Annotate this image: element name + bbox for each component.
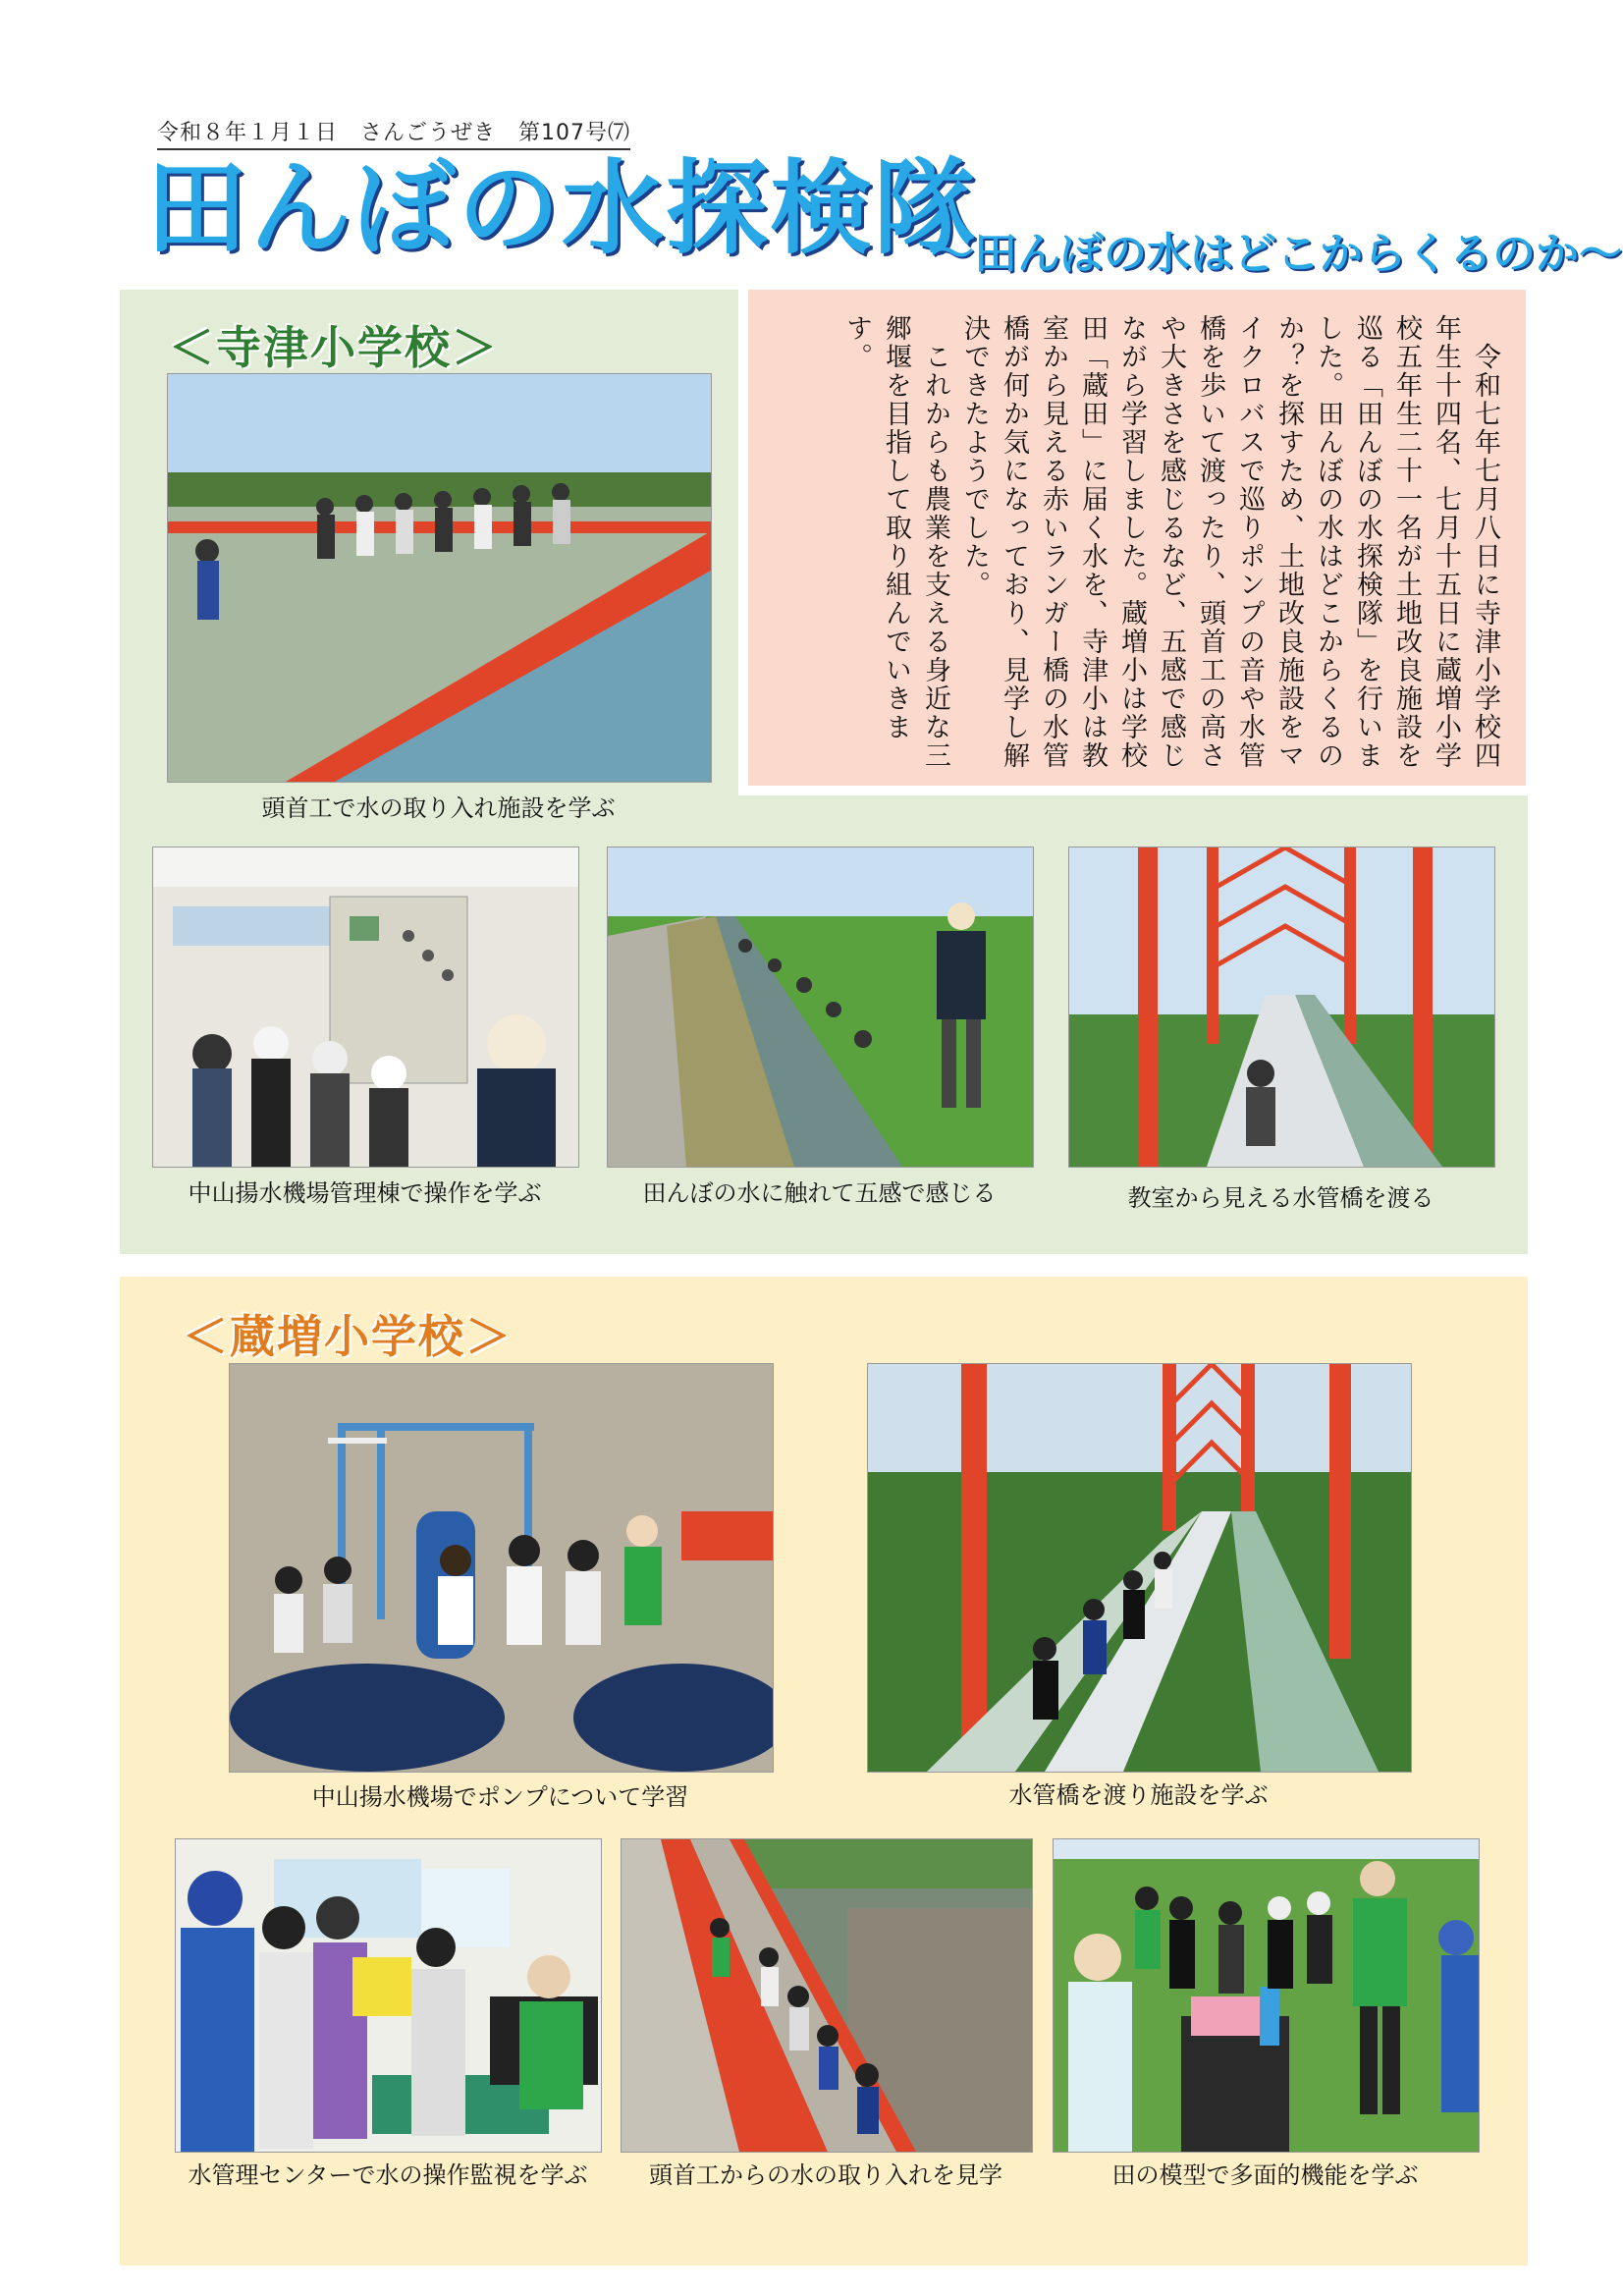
issue-line: 令和８年１月１日 さんごうぜき 第107号⑺ — [157, 116, 630, 150]
photo-pump-station — [229, 1363, 774, 1773]
kuramasu-heading: ＜蔵増小学校＞ — [183, 1310, 513, 1363]
caption-pump-station: 中山揚水機場でポンプについて学習 — [311, 1783, 689, 1811]
caption-canal-touch: 田んぼの水に触れて五感で感じる — [642, 1179, 997, 1207]
page-subtitle: ～田んぼの水はどこからくるのか～ — [931, 229, 1622, 279]
terazu-heading: ＜寺津小学校＞ — [169, 321, 499, 374]
caption-headworks-bridge: 頭首工で水の取り入れ施設を学ぶ — [261, 794, 616, 822]
page-title: 田んぼの水探検隊 — [145, 148, 979, 268]
caption-control-room: 中山揚水機場管理棟で操作を学ぶ — [188, 1179, 542, 1207]
photo-control-room — [152, 847, 579, 1168]
photo-canal-touch — [607, 847, 1034, 1168]
photo-aqueduct-bridge-terazu — [1068, 847, 1495, 1168]
caption-paddy-model: 田の模型で多面的機能を学ぶ — [1111, 2161, 1419, 2189]
photo-water-management-center — [175, 1838, 602, 2153]
caption-headworks-intake: 頭首工からの水の取り入れを見学 — [649, 2161, 1002, 2189]
caption-aqueduct-bridge-terazu: 教室から見える水管橋を渡る — [1127, 1184, 1434, 1212]
article-body: 令和七年七月八日に寺津小学校四年生十四名、七月十五日に蔵増小学校五年生二十一名が土地改良施設を巡る「田んぼの水探検隊」を行いました。田んぼの水はどこからくるのか？を探すため、土地改良施設をマイクロバスで巡りポンプの音や水管橋を歩いて渡ったり、頭首工の高さや大きさを感じるなど、五感で感じながら学習しました。蔵増小は学校田「蔵田」に届く水を、寺津小は教室から見える赤いランガー橋の水管橋が何か気になっており、見学し解決できたようでした。 これからも農業を支える身近な三郷堰を目指して取り組んでいきます。 — [841, 314, 1500, 770]
photo-aqueduct-bridge-kuramasu — [867, 1363, 1412, 1773]
photo-headworks-intake — [621, 1838, 1033, 2153]
caption-water-management-center: 水管理センターで水の操作監視を学ぶ — [188, 2161, 588, 2189]
photo-headworks-bridge — [167, 373, 712, 783]
photo-paddy-model — [1053, 1838, 1480, 2153]
caption-aqueduct-bridge-kuramasu: 水管橋を渡り施設を学ぶ — [1008, 1781, 1269, 1809]
